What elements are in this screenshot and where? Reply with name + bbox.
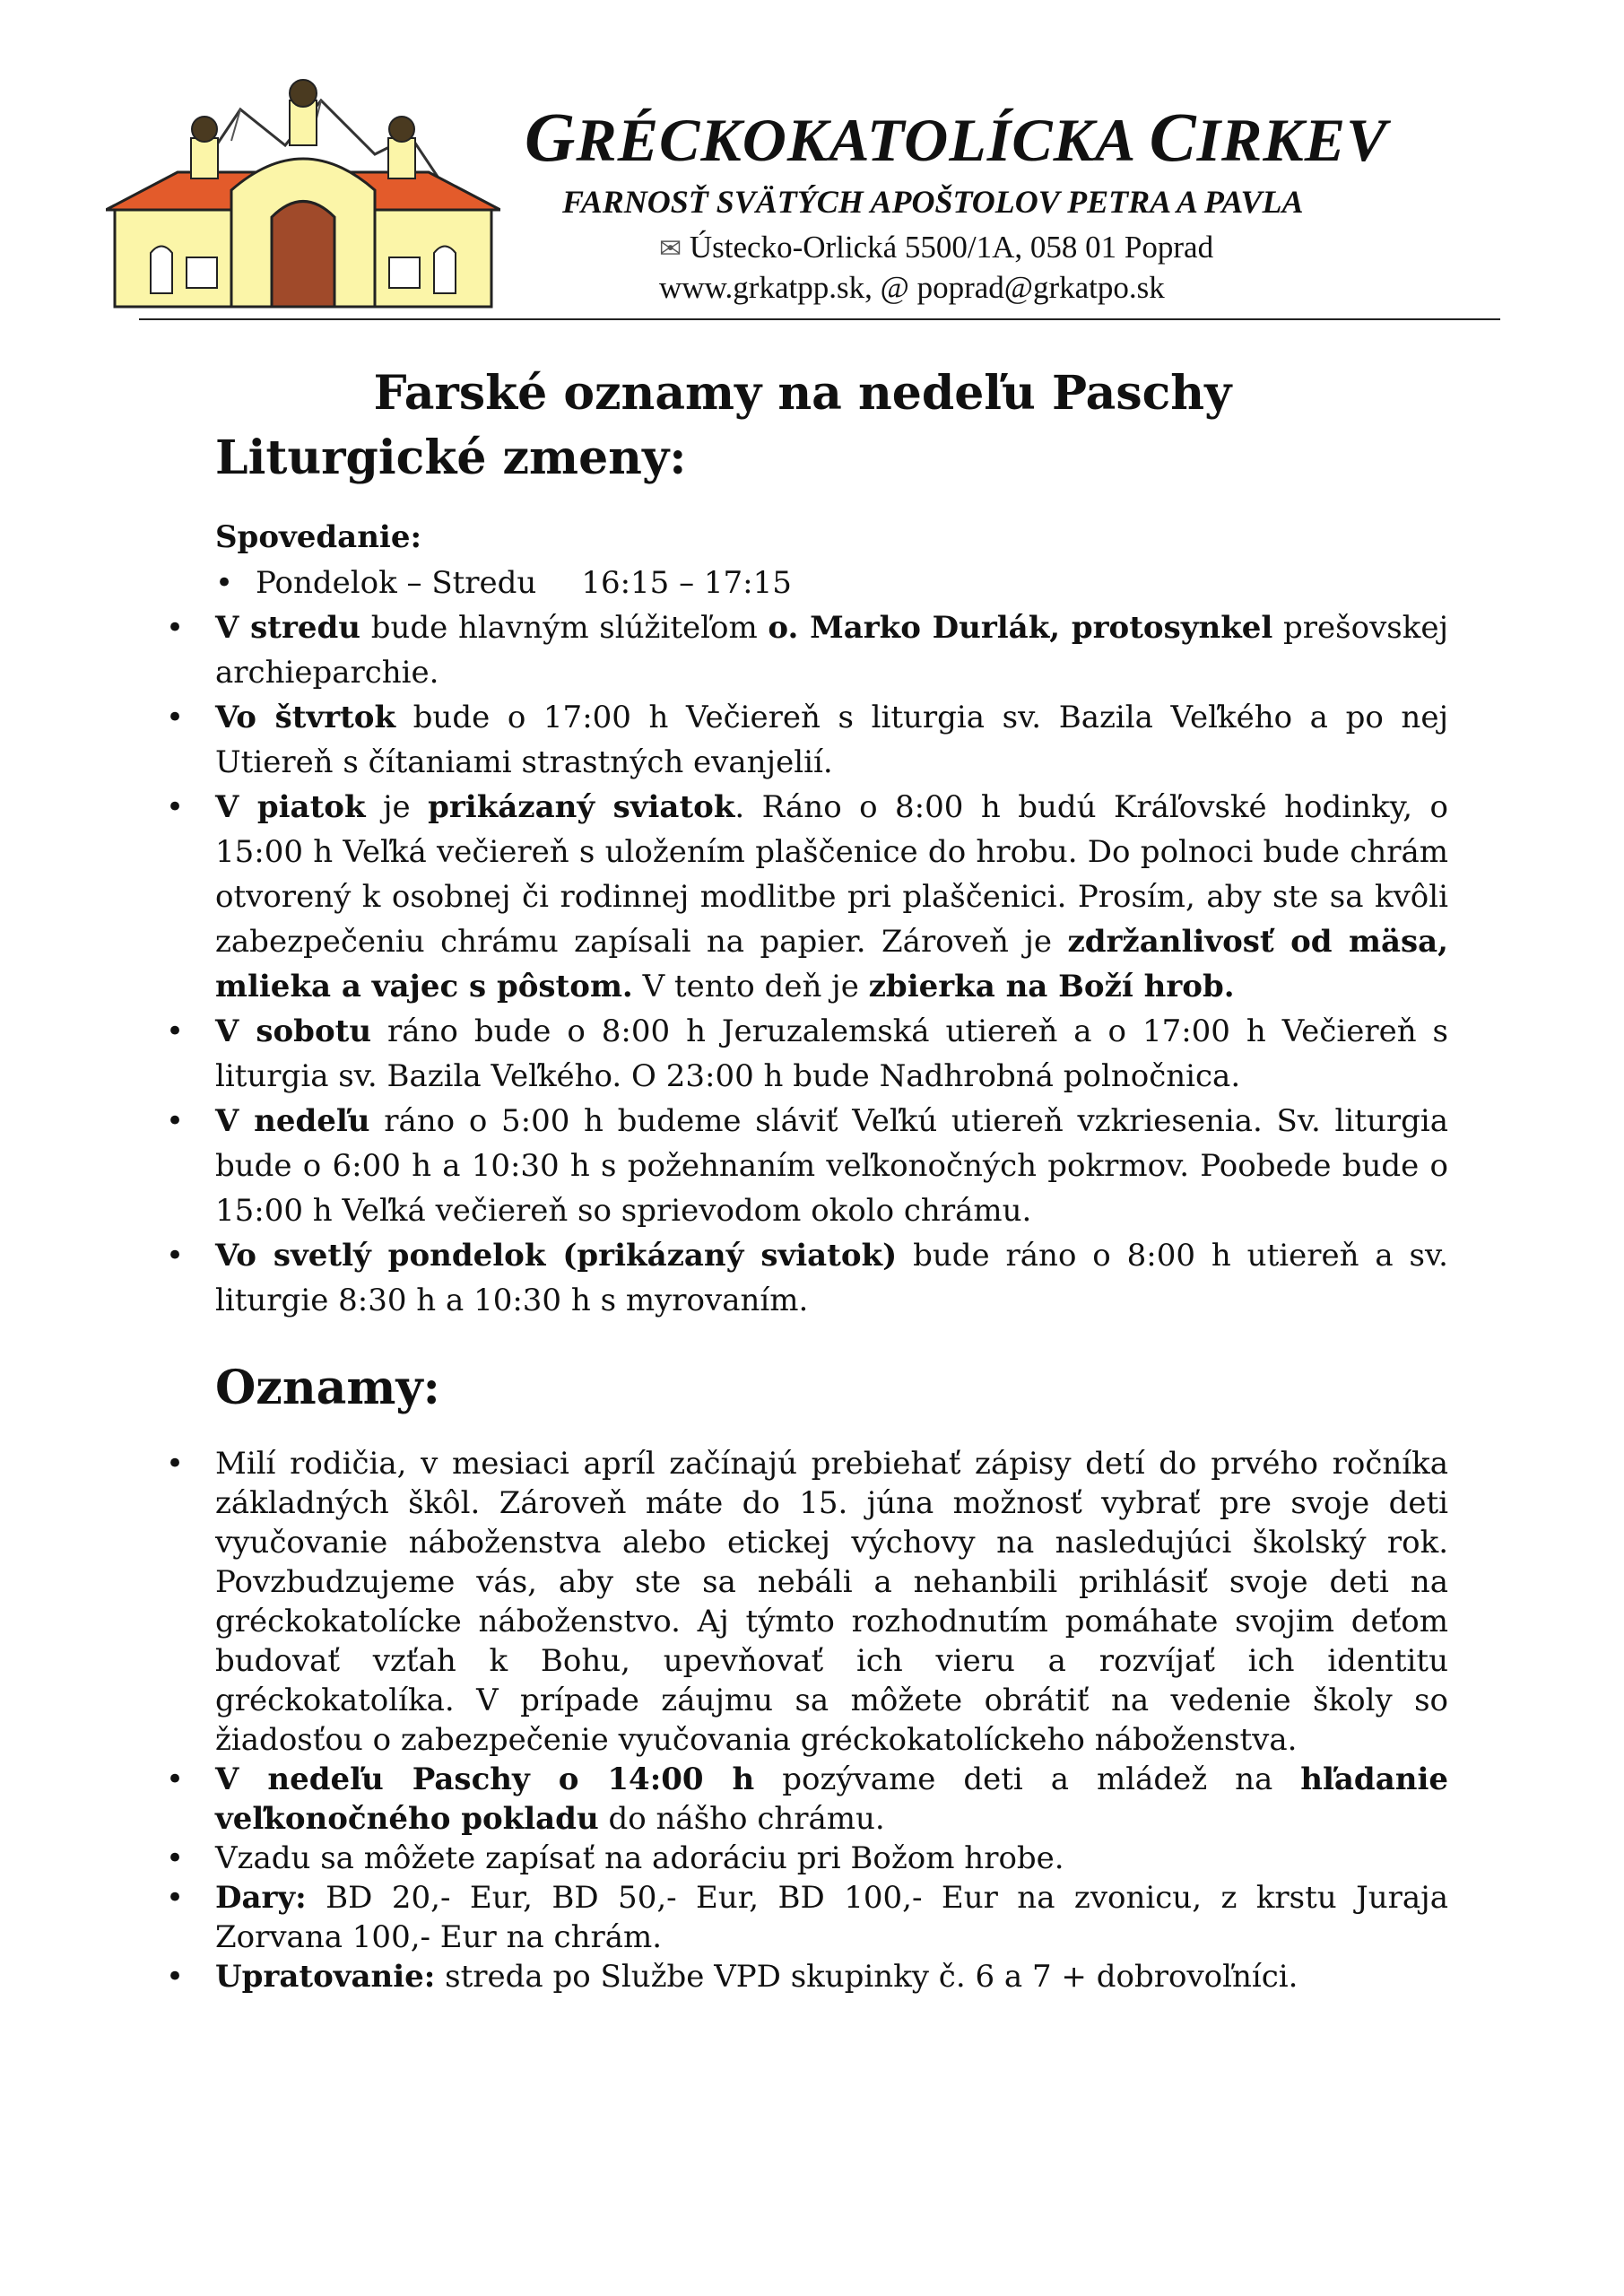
list-item: • Milí rodičia, v mesiaci apríl začínajú prebiehať zápisy detí do prvého ročníka základných škôl. Zároveň máte do 15. júna možnosť vybrať pre svoje deti vyučovanie náboženstva alebo etickej výchovy na nasledujúci školský rok. Povzbudzujeme vás, aby ste sa nebáli a nehanbili prihlásiť svoje deti na gréckokatolícke náboženstvo. Aj týmto rozhodnutím pomáhate svojim deťom budovať vzťah k Bohu, upevňovať ich vieru a rozvíjať ich identitu gréckokatolíka. V prípade záujmu sa môžete obrátiť na vedenie školy so žiadosťou o zabezpečenie vyučovania gréckokatolíckeho náboženstva.	[166, 1444, 1448, 1760]
web-email-line: www.grkatpp.sk, @ poprad@grkatpo.sk	[659, 270, 1165, 306]
parish-name: FARNOSŤ SVÄTÝCH APOŠTOLOV PETRA A PAVLA	[562, 183, 1304, 220]
contact-info	[659, 227, 1439, 309]
address-line: ✉ Ústecko-Orlická 5500/1A, 058 01 Poprad	[659, 229, 1214, 265]
church-logo	[106, 74, 500, 316]
list-item: • Dary: BD 20,- Eur, BD 50,- Eur, BD 100,- Eur na zvonicu, z krstu Juraja Zorvana 100,- Eur na chrám.	[166, 1878, 1448, 1957]
letterhead	[0, 0, 1624, 323]
list-item: • V nedeľu Paschy o 14:00 h pozývame deti a mládež na hľadanie veľkonočného pokladu do nášho chrámu.	[166, 1760, 1448, 1839]
list-item: • Vo štvrtok bude o 17:00 h Večiereň s liturgia sv. Bazila Veľkého a po nej Utiereň s čítaniami strastných evanjelií.	[166, 695, 1448, 785]
liturgical-list	[166, 605, 1448, 1323]
liturgical-heading: Liturgické zmeny:	[215, 430, 687, 485]
envelope-icon: ✉	[659, 233, 682, 264]
list-item: • V piatok je prikázaný sviatok. Ráno o 8:00 h budú Kráľovské hodinky, o 15:00 h Veľká večiereň s uložením plaščenice do hrobu. Do polnoci bude chrám otvorený k osobnej či rodinnej modlitbe pri plaščenici. Prosím, aby ste sa kvôli zabezpečeniu chrámu zapísali na papier. Zároveň je zdržanlivosť od mäsa, mlieka a vajec s pôstom. V tento deň je zbierka na Boží hrob.	[166, 785, 1448, 1009]
list-item: • Vzadu sa môžete zapísať na adoráciu pri Božom hrobe.	[166, 1839, 1448, 1878]
list-item: • V sobotu ráno bude o 8:00 h Jeruzalemská utiereň a o 17:00 h Večiereň s liturgia sv. Bazila Veľkého. O 23:00 h bude Nadhrobná polnočnica.	[166, 1009, 1448, 1099]
document-body	[166, 429, 1448, 1996]
list-item: • V stredu bude hlavným slúžiteľom o. Marko Durlák, protosynkel prešovskej archieparchie.	[166, 605, 1448, 695]
confession-list	[166, 561, 1448, 605]
list-item: • Pondelok – Stredu 16:15 – 17:15	[166, 561, 1448, 605]
list-item: • Vo svetlý pondelok (prikázaný sviatok) bude ráno o 8:00 h utiereň a sv. liturgie 8:30 h a 10:30 h s myrovaním.	[166, 1233, 1448, 1323]
list-item: • Upratovanie: streda po Službe VPD skupinky č. 6 a 7 + dobrovoľníci.	[166, 1957, 1448, 1996]
header-divider	[139, 318, 1500, 320]
organization-name: GRÉCKOKATOLÍCKA CIRKEV	[525, 98, 1388, 176]
organization-block	[525, 99, 1439, 309]
list-item: • V nedeľu ráno o 5:00 h budeme sláviť Veľkú utiereň vzkriesenia. Sv. liturgia bude o 6:00 h a 10:30 h s požehnaním veľkonočných pokrmov. Poobede bude o 15:00 h Veľká večiereň so sprievodom okolo chrámu.	[166, 1099, 1448, 1233]
confession-heading: Spovedanie:	[215, 519, 422, 555]
announcements-heading: Oznamy:	[215, 1361, 440, 1415]
page-title: Farské oznamy na nedeľu Paschy	[373, 366, 1232, 421]
announcements-list	[166, 1444, 1448, 1996]
